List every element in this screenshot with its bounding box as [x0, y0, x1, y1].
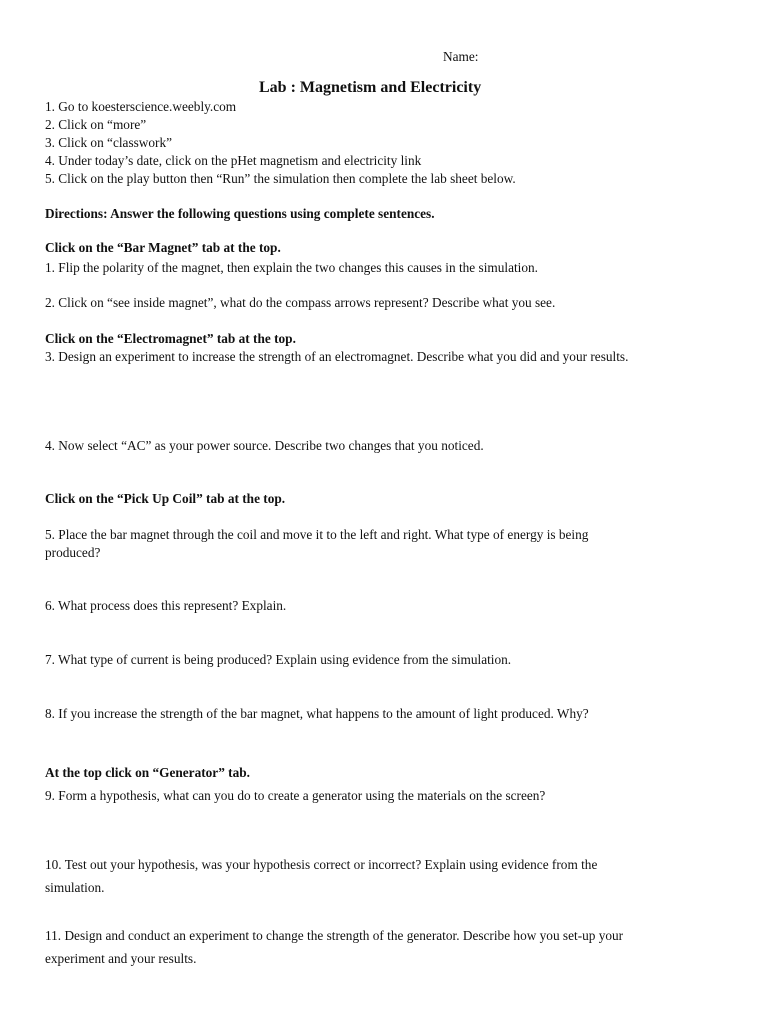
question-7: 7. What type of current is being produced? Explain using evidence from the simulation. — [45, 652, 512, 667]
question-10-line-1: 10. Test out your hypothesis, was your hypothesis correct or incorrect? Explain using evidence from the — [45, 857, 598, 872]
question-11-line-1: 11. Design and conduct an experiment to change the strength of the generator. Describe how you set-up your — [45, 928, 624, 943]
section-pickup-coil: Click on the “Pick Up Coil” tab at the top. — [45, 491, 286, 506]
name-label: Name: — [443, 49, 479, 64]
question-11-line-2: experiment and your results. — [45, 951, 197, 966]
step-4: 4. Under today’s date, click on the pHet magnetism and electricity link — [45, 153, 422, 168]
step-3: 3. Click on “classwork” — [45, 135, 173, 150]
question-4: 4. Now select “AC” as your power source. Describe two changes that you noticed. — [45, 438, 484, 453]
step-2: 2. Click on “more” — [45, 117, 147, 132]
question-3: 3. Design an experiment to increase the strength of an electromagnet. Describe what you did and your results. — [45, 349, 629, 364]
question-10-line-2: simulation. — [45, 880, 105, 895]
step-1: 1. Go to koesterscience.weebly.com — [45, 99, 237, 114]
page-title: Lab : Magnetism and Electricity — [259, 79, 482, 96]
section-generator: At the top click on “Generator” tab. — [45, 765, 250, 780]
question-6: 6. What process does this represent? Explain. — [45, 598, 287, 613]
question-2: 2. Click on “see inside magnet”, what do the compass arrows represent? Describe what you see. — [45, 295, 556, 310]
question-5-line-2: produced? — [45, 545, 101, 560]
step-5: 5. Click on the play button then “Run” the simulation then complete the lab sheet below. — [45, 171, 516, 186]
directions: Directions: Answer the following questions using complete sentences. — [45, 206, 435, 221]
question-5-line-1: 5. Place the bar magnet through the coil and move it to the left and right. What type of energy is being — [45, 527, 589, 542]
question-1: 1. Flip the polarity of the magnet, then explain the two changes this causes in the simulation. — [45, 260, 538, 275]
section-electromagnet: Click on the “Electromagnet” tab at the top. — [45, 331, 296, 346]
question-8: 8. If you increase the strength of the bar magnet, what happens to the amount of light produced. Why? — [45, 706, 589, 721]
section-bar-magnet: Click on the “Bar Magnet” tab at the top. — [45, 240, 281, 255]
question-9: 9. Form a hypothesis, what can you do to create a generator using the materials on the screen? — [45, 788, 546, 803]
